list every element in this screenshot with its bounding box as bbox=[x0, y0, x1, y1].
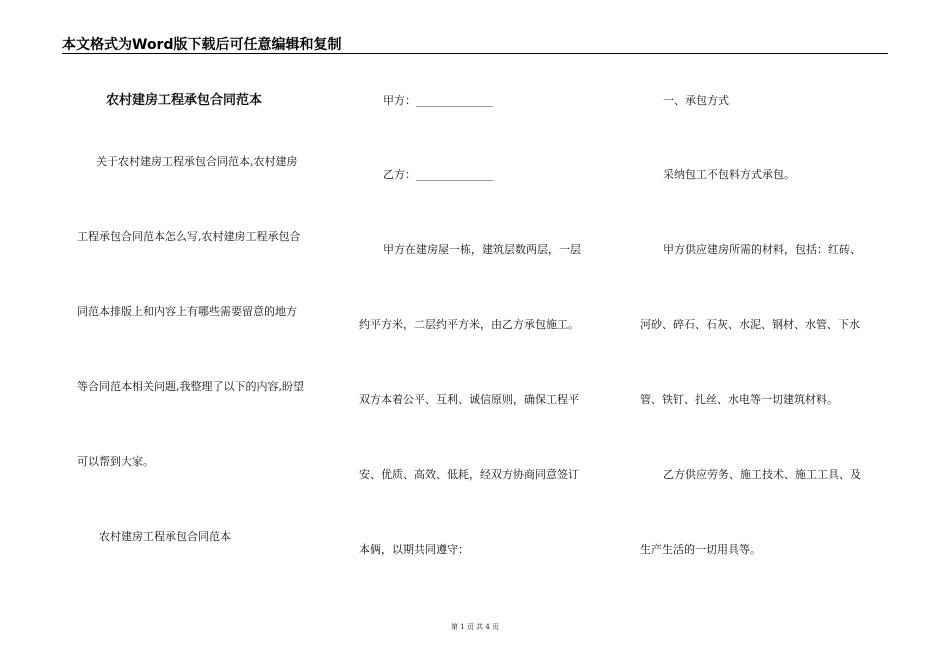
page-number: 第 1 页 共 4 页 bbox=[450, 623, 500, 631]
paragraph-line: 约平方米，二层约平方米，由乙方承包施工。 bbox=[359, 318, 579, 331]
section-heading: 一、承包方式 bbox=[663, 94, 729, 107]
section-subtitle: 农村建房工程承包合同范本 bbox=[99, 530, 231, 543]
paragraph-line: 甲方在建房屋一栋，建筑层数两层，一层 bbox=[383, 243, 581, 256]
paragraph-line: 管、铁钉、扎丝、水电等一切建筑材料。 bbox=[640, 393, 838, 406]
paragraph-line: 安、优质、高效、低耗，经双方协商同意签订 bbox=[359, 468, 579, 481]
paragraph-line: 同范本排版上和内容上有哪些需要留意的地方 bbox=[77, 305, 297, 318]
paragraph-line: 河砂、碎石、石灰、水泥、钢材、水管、下水 bbox=[640, 318, 860, 331]
paragraph-line: 生产生活的一切用具等。 bbox=[640, 543, 761, 556]
paragraph-line: 本俩，以期共同遵守： bbox=[359, 543, 469, 556]
paragraph-line: 关于农村建房工程承包合同范本,农村建房 bbox=[96, 155, 298, 168]
party-a-line: 甲方：______________ bbox=[383, 94, 493, 107]
document-title: 农村建房工程承包合同范本 bbox=[106, 93, 263, 108]
page-header: 本文格式为Word版下载后可任意编辑和复制 bbox=[62, 37, 342, 53]
column-left bbox=[0, 0, 340, 672]
paragraph-line: 可以帮到大家。 bbox=[77, 455, 154, 468]
party-b-line: 乙方：______________ bbox=[383, 168, 493, 181]
paragraph-line: 乙方供应劳务、施工技术、施工工具、及 bbox=[663, 468, 861, 481]
paragraph-line: 等合同范本相关问题,我整理了以下的内容,盼望 bbox=[77, 380, 304, 393]
column-right bbox=[630, 0, 950, 672]
paragraph-line: 双方本着公平、互利、诚信原则，确保工程平 bbox=[359, 393, 579, 406]
column-middle bbox=[340, 0, 630, 672]
paragraph-line: 甲方供应建房所需的材料，包括：红砖、 bbox=[663, 243, 861, 256]
paragraph-line: 工程承包合同范本怎么写,农村建房工程承包合 bbox=[77, 230, 301, 243]
paragraph-line: 采纳包工不包料方式承包。 bbox=[663, 168, 795, 181]
